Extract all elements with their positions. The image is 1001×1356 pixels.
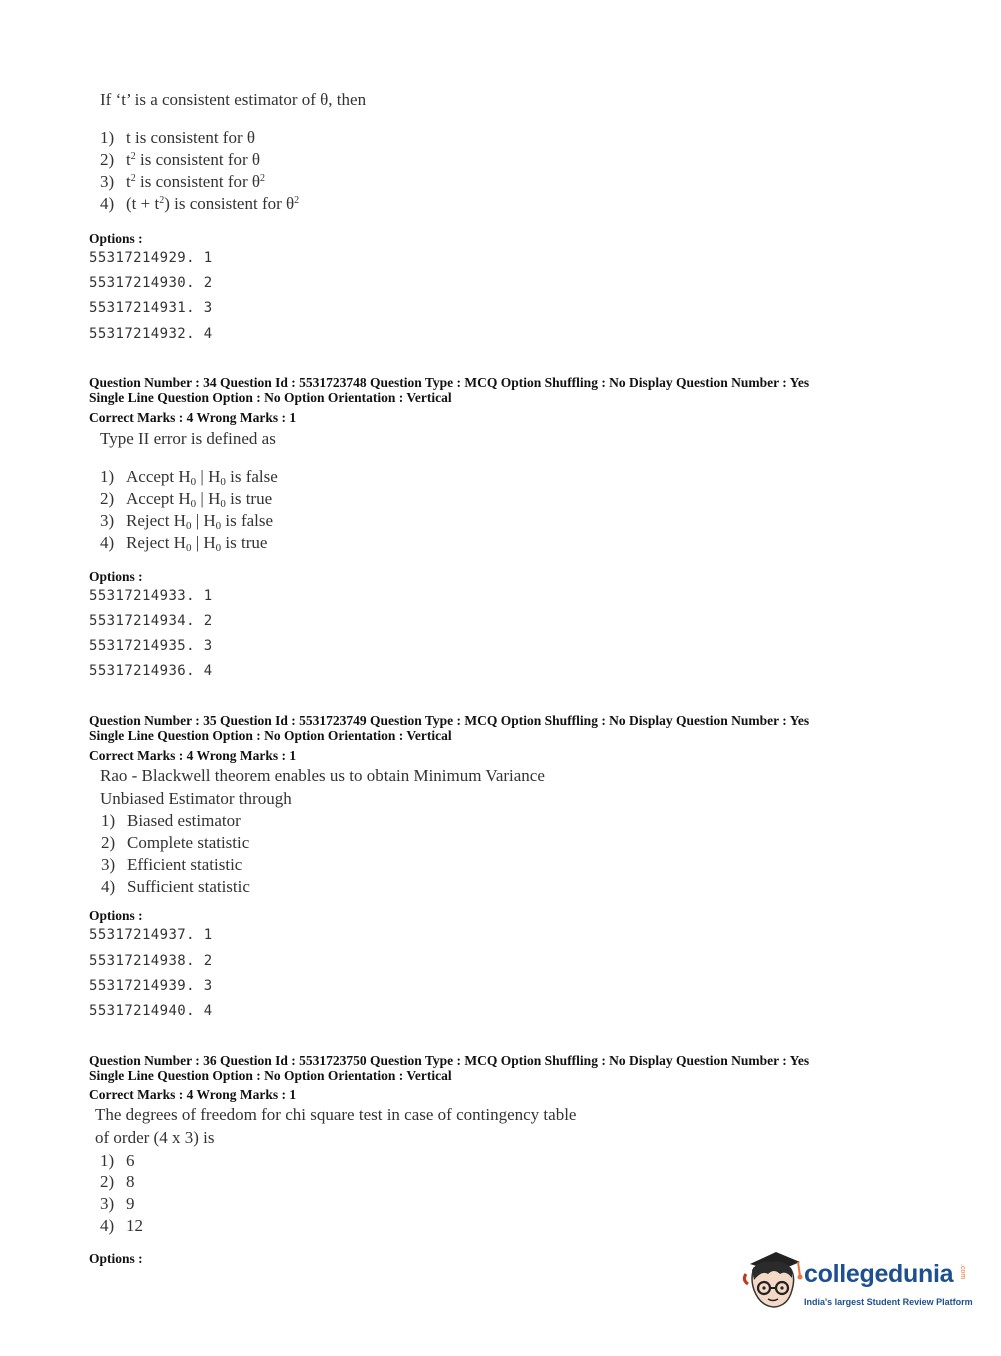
superscript: 2	[130, 173, 136, 184]
question-36-marks: Correct Marks : 4 Wrong Marks : 1	[89, 1087, 297, 1102]
question-35-header-line2: Single Line Question Option : No Option Orientation : Vertical	[89, 728, 452, 743]
option-text: t is consistent for θ	[126, 128, 256, 147]
option-id: 55317214940. 4	[89, 1003, 213, 1019]
option-id: 55317214937. 1	[89, 927, 213, 943]
logo-wordmark: collegedunia	[804, 1260, 954, 1288]
option-number: 4)	[101, 877, 116, 896]
option-text: 8	[126, 1172, 135, 1191]
option-text: is true	[221, 533, 268, 552]
question-36-option-1	[100, 1150, 135, 1172]
option-text: is true	[225, 489, 273, 508]
option-id: 55317214939. 3	[89, 978, 213, 994]
question-34-marks: Correct Marks : 4 Wrong Marks : 1	[89, 410, 297, 425]
options-label: Options :	[89, 231, 143, 246]
question-36-text-line-1: The degrees of freedom for chi square test in case of contingency table	[95, 1105, 577, 1124]
option-text: Sufficient statistic	[127, 877, 250, 896]
option-text: 9	[126, 1194, 135, 1213]
subscript: 0	[220, 498, 226, 510]
logo-tagline: India's largest Student Review Platform	[804, 1297, 973, 1307]
option-number: 2)	[100, 150, 115, 169]
option-text: 6	[126, 1151, 135, 1170]
option-text: | H	[191, 511, 216, 530]
question-34-header: Question Number : 34 Question Id : 5531723748 Question Type : MCQ Option Shuffling : No Display Question Number : Yes	[89, 375, 810, 390]
question-35-option-1	[101, 810, 241, 832]
option-text: (t + t	[126, 194, 160, 213]
subscript: 0	[185, 520, 192, 532]
subscript: 0	[215, 542, 222, 554]
option-number: 3)	[101, 855, 116, 874]
subscript: 0	[215, 520, 222, 532]
option-text: t	[126, 150, 131, 169]
option-number: 1)	[100, 467, 115, 486]
question-35-option-4	[101, 876, 250, 898]
option-text: ) is consistent for θ	[164, 194, 295, 213]
question-35-text-line-2: Unbiased Estimator through	[100, 789, 292, 808]
option-text: is consistent for θ	[135, 172, 261, 191]
question-33-option-1	[100, 127, 255, 149]
subscript: 0	[185, 542, 192, 554]
question-36-header-line2: Single Line Question Option : No Option Orientation : Vertical	[89, 1068, 452, 1083]
option-text: | H	[191, 533, 216, 552]
option-number: 4)	[100, 1216, 115, 1235]
option-text: | H	[196, 467, 221, 486]
question-36-option-4	[100, 1215, 143, 1237]
question-33-option-3	[100, 171, 265, 193]
subscript: 0	[190, 476, 197, 488]
option-number: 3)	[100, 172, 115, 191]
question-34-text: Type II error is defined as	[100, 429, 276, 448]
options-label: Options :	[89, 569, 143, 584]
option-id: 55317214932. 4	[89, 326, 213, 342]
option-text: is false	[225, 467, 278, 486]
superscript: 2	[130, 151, 136, 162]
collegedunia-logo	[742, 1250, 972, 1320]
options-label: Options :	[89, 1251, 143, 1266]
question-33-option-4	[100, 193, 299, 215]
question-34-header-line2: Single Line Question Option : No Option Orientation : Vertical	[89, 390, 452, 405]
subscript: 0	[220, 476, 226, 488]
question-34-option-4	[100, 532, 267, 554]
question-36-header: Question Number : 36 Question Id : 5531723750 Question Type : MCQ Option Shuffling : No Display Question Number : Yes	[89, 1053, 810, 1068]
option-number: 2)	[100, 489, 115, 508]
question-35-header: Question Number : 35 Question Id : 5531723749 Question Type : MCQ Option Shuffling : No Display Question Number : Yes	[89, 713, 810, 728]
option-id: 55317214929. 1	[89, 250, 213, 266]
option-id: 55317214936. 4	[89, 663, 213, 679]
superscript: 2	[260, 173, 266, 184]
option-text: Accept H	[126, 467, 191, 486]
option-text: Complete statistic	[127, 833, 250, 852]
option-text: is false	[221, 511, 274, 530]
option-number: 1)	[100, 128, 115, 147]
option-number: 2)	[101, 833, 116, 852]
option-id: 55317214930. 2	[89, 275, 213, 291]
option-text: Accept H	[126, 489, 191, 508]
question-33-text: If ‘t’ is a consistent estimator of θ, then	[100, 90, 367, 109]
subscript: 0	[190, 498, 197, 510]
question-34-option-2	[100, 488, 272, 510]
question-36-option-2	[100, 1171, 135, 1193]
option-number: 4)	[100, 194, 115, 213]
superscript: 2	[294, 195, 300, 206]
option-text: 12	[126, 1216, 143, 1235]
option-number: 1)	[100, 1151, 115, 1170]
option-text: Reject H	[126, 511, 186, 530]
question-35-marks: Correct Marks : 4 Wrong Marks : 1	[89, 748, 297, 763]
option-number: 2)	[100, 1172, 115, 1191]
option-number: 3)	[100, 511, 115, 530]
option-id: 55317214934. 2	[89, 613, 213, 629]
superscript: 2	[159, 195, 165, 206]
option-id: 55317214931. 3	[89, 300, 213, 316]
option-id: 55317214935. 3	[89, 638, 213, 654]
option-id: 55317214933. 1	[89, 588, 213, 604]
option-text: t	[126, 172, 131, 191]
option-number: 1)	[101, 811, 116, 830]
option-number: 4)	[100, 533, 115, 552]
question-35-text-line-1: Rao - Blackwell theorem enables us to obtain Minimum Variance	[100, 766, 545, 785]
option-id: 55317214938. 2	[89, 953, 213, 969]
option-text: Efficient statistic	[127, 855, 243, 874]
logo-dotcom: .com	[959, 1264, 966, 1280]
question-36-text-line-2: of order (4 x 3) is	[95, 1128, 215, 1147]
option-text: Reject H	[126, 533, 186, 552]
options-label: Options :	[89, 908, 143, 923]
question-36-option-3	[100, 1193, 135, 1215]
question-34-option-3	[100, 510, 273, 532]
question-33-option-2	[100, 149, 260, 171]
question-35-option-2	[101, 832, 249, 854]
option-number: 3)	[100, 1194, 115, 1213]
option-text: Biased estimator	[127, 811, 241, 830]
question-35-option-3	[101, 854, 242, 876]
mascot-icon	[742, 1250, 804, 1312]
option-text: | H	[196, 489, 221, 508]
question-34-option-1	[100, 466, 278, 488]
option-text: is consistent for θ	[135, 150, 261, 169]
